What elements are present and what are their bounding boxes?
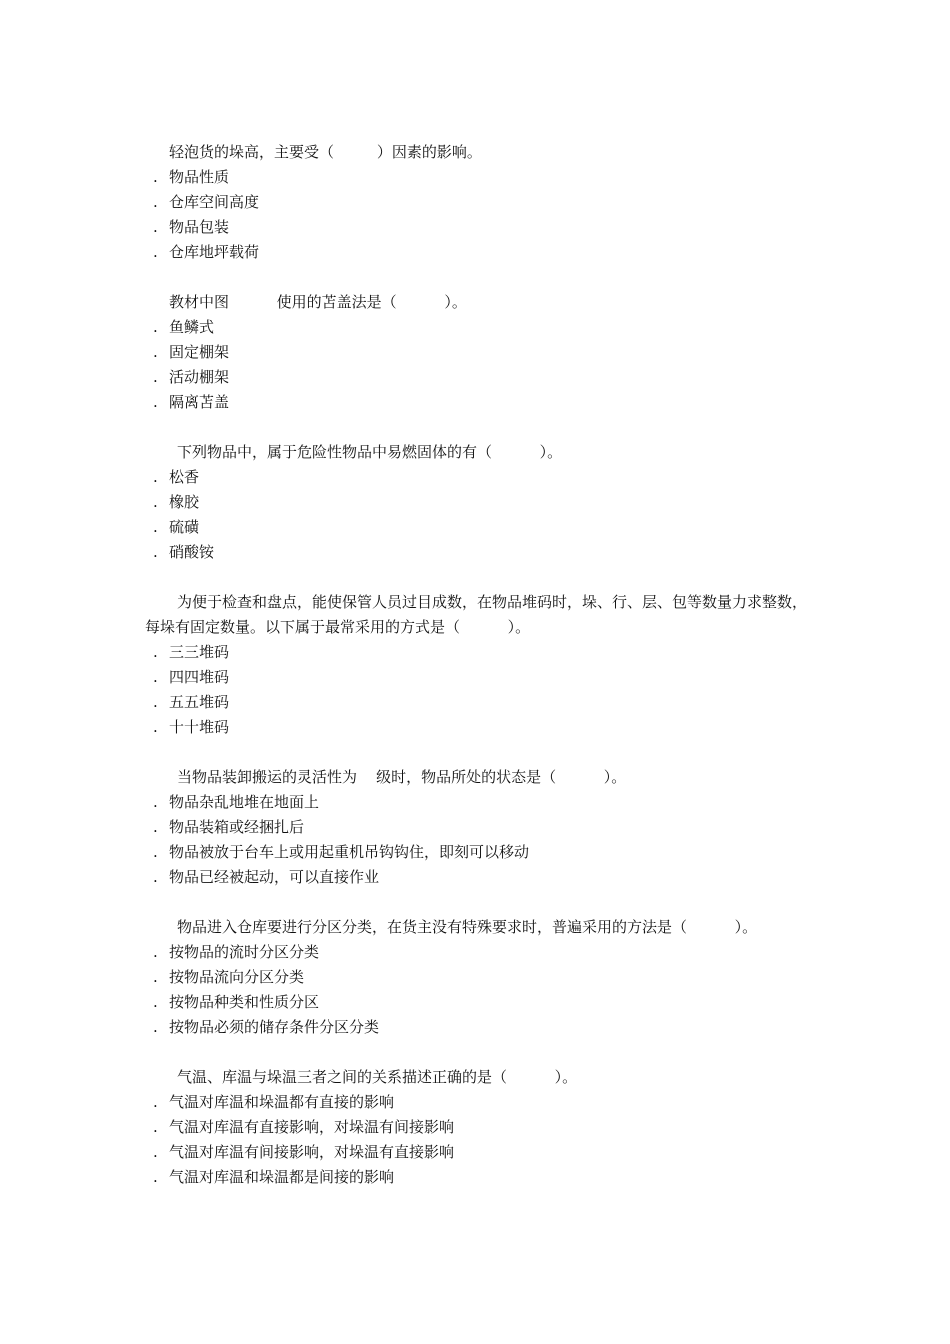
option-text: 物品包装	[169, 218, 230, 236]
option-c: . 五五堆码	[145, 690, 820, 715]
option-text: 鱼鳞式	[169, 318, 215, 336]
option-a: . 三三堆码	[145, 640, 820, 665]
option-b: . 固定棚架	[145, 340, 820, 365]
option-text: 仓库空间高度	[169, 193, 260, 211]
option-text: 物品被放于台车上或用起重机吊钩钩住，即刻可以移动	[169, 843, 530, 861]
option-text: 松香	[169, 468, 200, 486]
question-6	[145, 915, 820, 1040]
option-a: . 物品性质	[145, 165, 820, 190]
option-c: . 物品被放于台车上或用起重机吊钩钩住，即刻可以移动	[145, 840, 820, 865]
option-d: . 仓库地坪载荷	[145, 240, 820, 265]
option-c: . 物品包装	[145, 215, 820, 240]
option-d: . 硝酸铵	[145, 540, 820, 565]
option-text: 四四堆码	[169, 668, 230, 686]
option-text: 十十堆码	[169, 718, 230, 736]
option-text: 气温对库温有直接影响，对垛温有间接影响	[169, 1118, 455, 1136]
option-d: . 物品已经被起动，可以直接作业	[145, 865, 820, 890]
question-3	[145, 440, 820, 565]
option-d: . 十十堆码	[145, 715, 820, 740]
option-c: . 硫磺	[145, 515, 820, 540]
question-stem: 当物品装卸搬运的灵活性为 级时，物品所处的状态是（ ）。	[177, 768, 627, 786]
option-text: 五五堆码	[169, 693, 230, 711]
option-text: 固定棚架	[169, 343, 230, 361]
option-text: 按物品的流时分区分类	[169, 943, 320, 961]
option-text: 按物品流向分区分类	[169, 968, 305, 986]
option-text: 硝酸铵	[169, 543, 215, 561]
question-5	[145, 765, 820, 890]
option-text: 气温对库温有间接影响，对垛温有直接影响	[169, 1143, 455, 1161]
option-c: . 活动棚架	[145, 365, 820, 390]
option-text: 物品杂乱地堆在地面上	[169, 793, 320, 811]
option-text: 物品装箱或经捆扎后	[169, 818, 305, 836]
question-stem: 气温、库温与垛温三者之间的关系描述正确的是（ ）。	[177, 1068, 578, 1086]
option-a: . 按物品的流时分区分类	[145, 940, 820, 965]
option-a: . 物品杂乱地堆在地面上	[145, 790, 820, 815]
option-text: 隔离苫盖	[169, 393, 230, 411]
option-a: . 松香	[145, 465, 820, 490]
question-4	[145, 590, 820, 740]
option-b: . 四四堆码	[145, 665, 820, 690]
question-stem: 下列物品中，属于危险性物品中易燃固体的有（ ）。	[177, 443, 563, 461]
question-2	[145, 290, 820, 415]
option-text: 气温对库温和垛温都是间接的影响	[169, 1168, 395, 1186]
question-stem: 为便于检查和盘点，能使保管人员过目成数，在物品堆码时，垛、行、层、包等数量力求整数，每垛有固定数量。以下属于最常采用的方式是（ ）。	[145, 593, 808, 636]
option-b: . 按物品流向分区分类	[145, 965, 820, 990]
option-d: . 隔离苫盖	[145, 390, 820, 415]
question-list	[145, 140, 820, 1215]
question-stem: 物品进入仓库要进行分区分类，在货主没有特殊要求时，普遍采用的方法是（ ）。	[177, 918, 758, 936]
option-text: 物品性质	[169, 168, 230, 186]
option-a: . 气温对库温和垛温都有直接的影响	[145, 1090, 820, 1115]
option-b: . 仓库空间高度	[145, 190, 820, 215]
question-stem: 轻泡货的垛高，主要受（ ）因素的影响。	[169, 143, 482, 161]
option-text: 三三堆码	[169, 643, 230, 661]
option-text: 橡胶	[169, 493, 200, 511]
option-text: 按物品必须的储存条件分区分类	[169, 1018, 380, 1036]
option-text: 硫磺	[169, 518, 200, 536]
question-7	[145, 1065, 820, 1190]
option-b: . 橡胶	[145, 490, 820, 515]
option-d: . 按物品必须的储存条件分区分类	[145, 1015, 820, 1040]
option-c: . 按物品种类和性质分区	[145, 990, 820, 1015]
option-text: 物品已经被起动，可以直接作业	[169, 868, 380, 886]
option-a: . 鱼鳞式	[145, 315, 820, 340]
question-stem: 教材中图 使用的苫盖法是（ ）。	[169, 293, 467, 311]
question-1	[145, 140, 820, 265]
option-b: . 物品装箱或经捆扎后	[145, 815, 820, 840]
option-b: . 气温对库温有直接影响，对垛温有间接影响	[145, 1115, 820, 1140]
option-text: 气温对库温和垛温都有直接的影响	[169, 1093, 395, 1111]
option-d: . 气温对库温和垛温都是间接的影响	[145, 1165, 820, 1190]
option-text: 活动棚架	[169, 368, 230, 386]
option-c: . 气温对库温有间接影响，对垛温有直接影响	[145, 1140, 820, 1165]
option-text: 仓库地坪载荷	[169, 243, 260, 261]
option-text: 按物品种类和性质分区	[169, 993, 320, 1011]
